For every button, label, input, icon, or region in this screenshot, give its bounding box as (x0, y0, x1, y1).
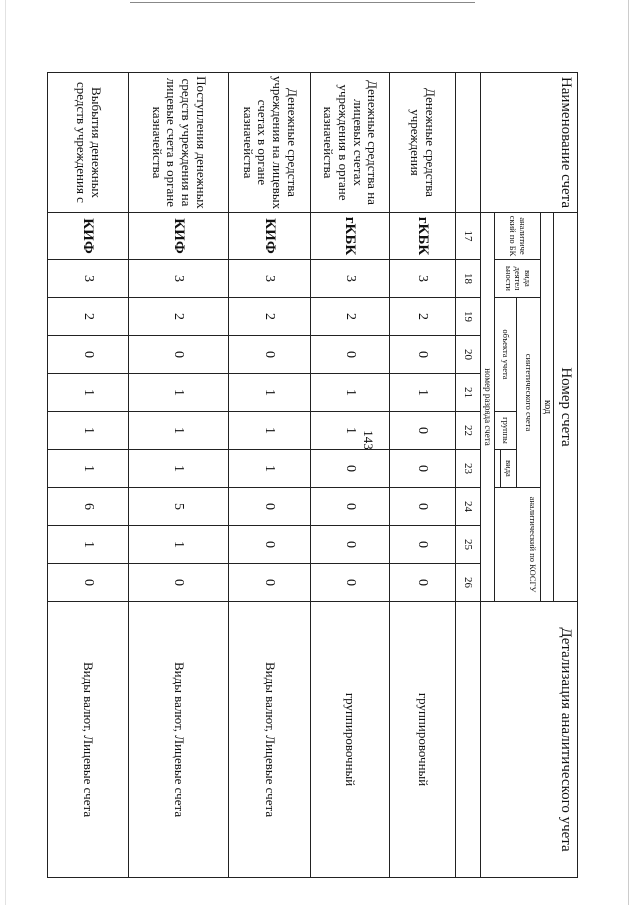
header-row-1 (554, 73, 578, 878)
header-code: код (541, 213, 554, 602)
value-cell: 1 (129, 412, 229, 450)
value-cell: 0 (390, 526, 456, 564)
header-synthetic: синтетического счета (517, 298, 541, 488)
digit-cell: 20 (456, 336, 481, 374)
value-cell: 3 (48, 260, 129, 298)
digit-cell: 22 (456, 412, 481, 450)
value-cell: 1 (48, 374, 129, 412)
digit-cell: 21 (456, 374, 481, 412)
value-cell: 0 (311, 488, 390, 526)
value-cell: 1 (390, 374, 456, 412)
digit-cell: 19 (456, 298, 481, 336)
account-name-cell: Поступления денежных средств учреждения на лицевые счета в органе казначейства (129, 73, 229, 213)
code-cell: гКБК (311, 213, 390, 260)
header-group: группы (495, 412, 517, 450)
digits-blank-right (456, 602, 481, 878)
table-row (390, 73, 456, 878)
header-account-number: Номер счета (554, 213, 578, 602)
detail-cell: Виды валют, Лицевые счета (129, 602, 229, 878)
value-cell: 0 (311, 336, 390, 374)
account-name-cell: Денежные средства учреждения (390, 73, 456, 213)
digit-cell: 25 (456, 526, 481, 564)
value-cell: 0 (129, 564, 229, 602)
value-cell: 2 (229, 298, 311, 336)
value-cell: 5 (129, 488, 229, 526)
scan-edge-right (628, 0, 629, 905)
account-name-cell: Денежные средства учреждения на лицевых счетах в органе казначейства (229, 73, 311, 213)
account-table (47, 72, 578, 878)
header-type-spacer (495, 450, 501, 488)
value-cell: 2 (390, 298, 456, 336)
header-detail: Детализация аналитического учета (481, 602, 578, 878)
value-cell: 0 (48, 336, 129, 374)
code-cell: гКБК (390, 213, 456, 260)
value-cell: 3 (129, 260, 229, 298)
value-cell: 0 (48, 564, 129, 602)
table-row (311, 73, 390, 878)
table-row (129, 73, 229, 878)
header-activity-type: вида деятел ьности (495, 260, 541, 298)
value-cell: 0 (311, 450, 390, 488)
value-cell: 1 (129, 374, 229, 412)
header-analytical-kosgu: аналитический по КОСГУ (495, 488, 541, 602)
table-row (48, 73, 129, 878)
account-name-cell: Выбытия денежных средств учреждения с (48, 73, 129, 213)
detail-cell: Виды валют, Лицевые счета (229, 602, 311, 878)
value-cell: 2 (311, 298, 390, 336)
value-cell: 1 (129, 526, 229, 564)
detail-cell: группировочный (390, 602, 456, 878)
header-account-name: Наименование счета (481, 73, 578, 213)
value-cell: 2 (48, 298, 129, 336)
value-cell: 1 (48, 412, 129, 450)
value-cell: 3 (311, 260, 390, 298)
digit-cell: 23 (456, 450, 481, 488)
digit-cell: 18 (456, 260, 481, 298)
value-cell: 1 (311, 374, 390, 412)
value-cell: 6 (48, 488, 129, 526)
value-cell: 0 (390, 336, 456, 374)
value-cell: 0 (311, 564, 390, 602)
scan-top-line (130, 2, 475, 3)
value-cell: 1 (229, 412, 311, 450)
value-cell: 1 (48, 526, 129, 564)
digit-cell: 17 (456, 213, 481, 260)
detail-cell: Виды валют, Лицевые счета (48, 602, 129, 878)
page-number-text: 143 (361, 430, 376, 450)
value-cell: 0 (390, 450, 456, 488)
header-accounting-object: объекта учета (495, 298, 517, 412)
value-cell: 3 (229, 260, 311, 298)
account-name-cell: Денежные средства на лицевых счетах учреждения в органе казначейства (311, 73, 390, 213)
scan-edge-left (5, 0, 6, 905)
value-cell: 0 (390, 564, 456, 602)
value-cell: 0 (229, 564, 311, 602)
digit-cell: 26 (456, 564, 481, 602)
value-cell: 1 (311, 412, 390, 450)
value-cell: 1 (129, 450, 229, 488)
value-cell: 0 (229, 336, 311, 374)
digits-row (456, 73, 481, 878)
value-cell: 2 (129, 298, 229, 336)
value-cell: 0 (390, 412, 456, 450)
detail-cell: группировочный (311, 602, 390, 878)
code-cell: КИФ (129, 213, 229, 260)
digits-blank-left (456, 73, 481, 213)
digit-cell: 24 (456, 488, 481, 526)
value-cell: 1 (229, 450, 311, 488)
header-analytical-bk: аналитиче ский по БК (495, 213, 541, 260)
value-cell: 3 (390, 260, 456, 298)
value-cell: 0 (129, 336, 229, 374)
header-type: вида (501, 450, 517, 488)
value-cell: 0 (311, 526, 390, 564)
code-cell: КИФ (229, 213, 311, 260)
value-cell: 0 (229, 488, 311, 526)
value-cell: 0 (229, 526, 311, 564)
value-cell: 0 (390, 488, 456, 526)
header-digit-number: номер разряда счета (481, 213, 495, 602)
value-cell: 1 (48, 450, 129, 488)
rotated-table-container (68, 72, 578, 877)
code-cell: КИФ (48, 213, 129, 260)
table-row (229, 73, 311, 878)
value-cell: 1 (229, 374, 311, 412)
